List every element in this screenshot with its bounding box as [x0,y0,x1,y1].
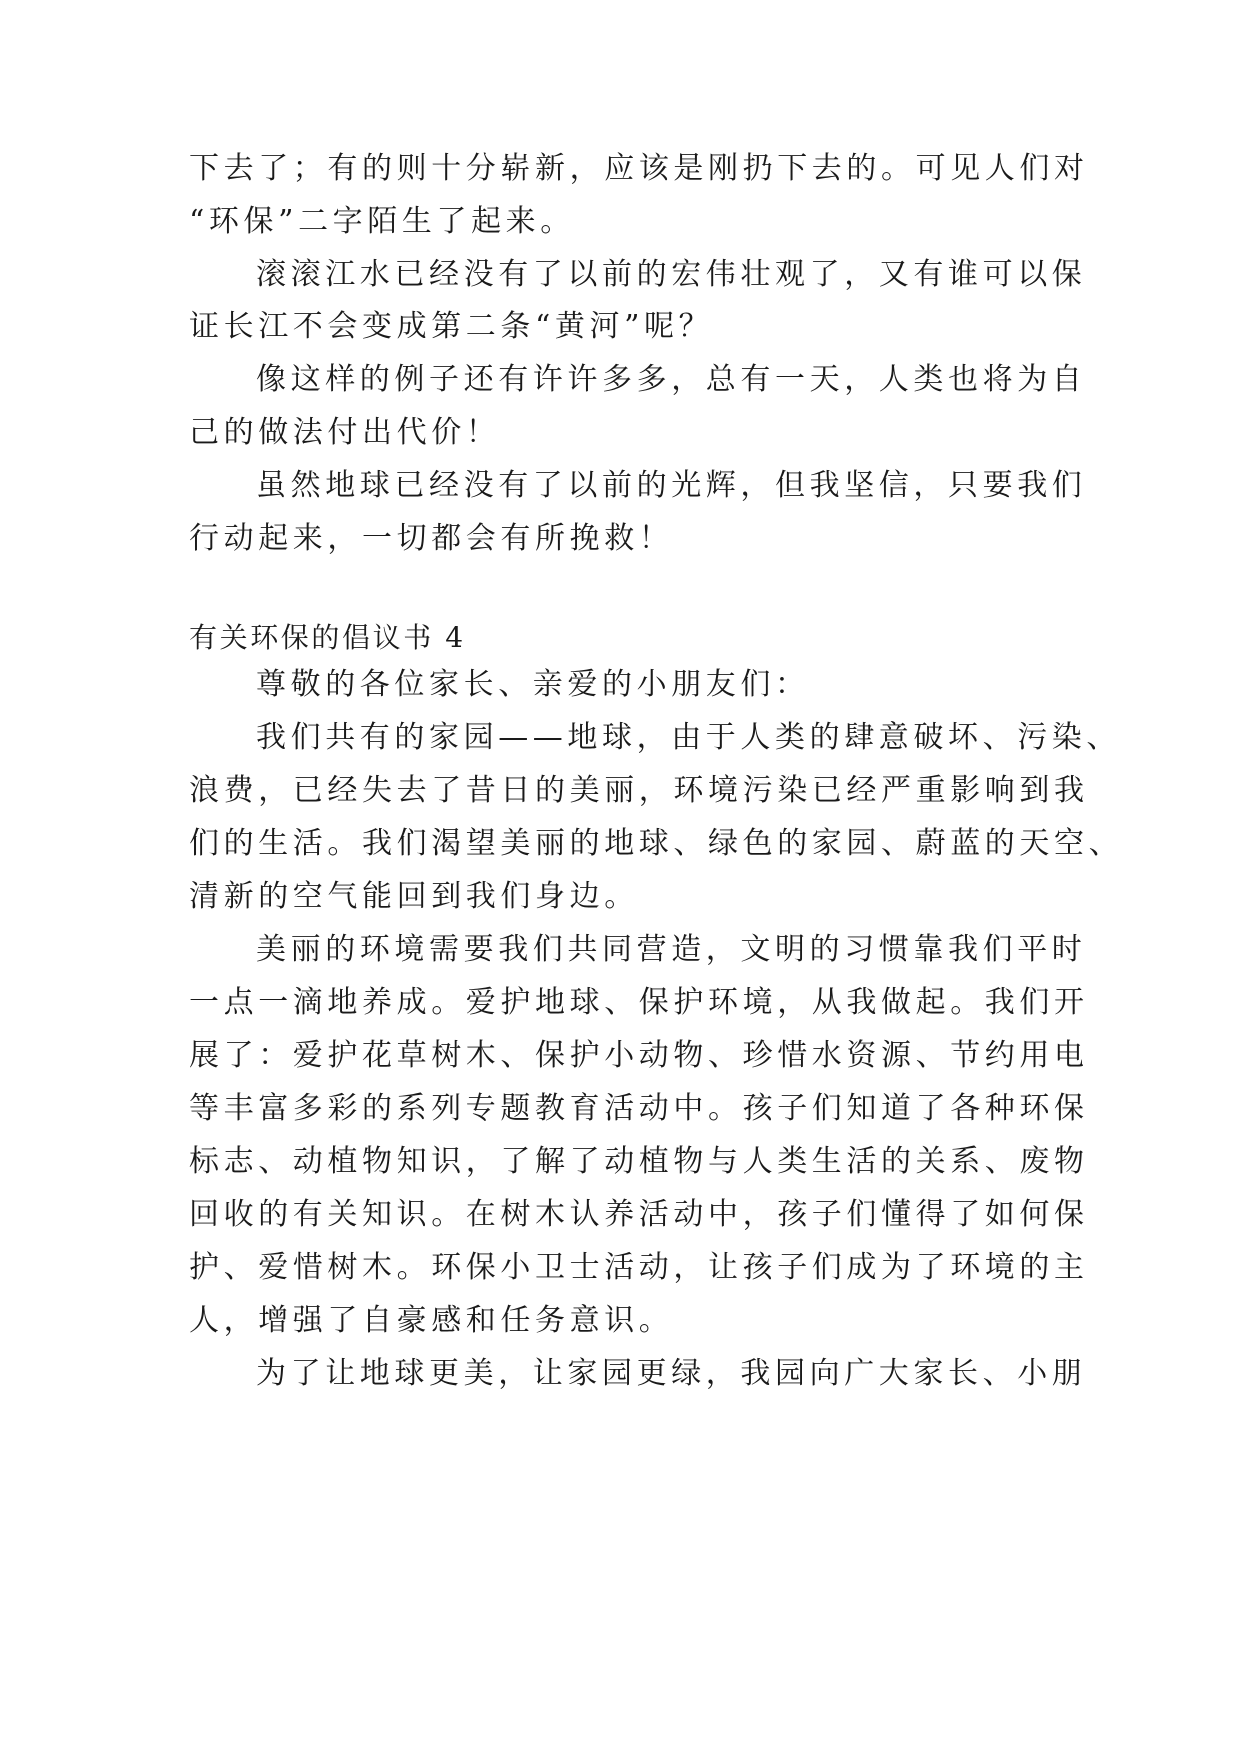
section-title: 有关环保的倡议书 4 [189,621,466,654]
paragraph-line: 等丰富多彩的系列专题教育活动中。孩子们知道了各种环保 [189,1091,1089,1126]
paragraph-line: 标志、动植物知识，了解了动植物与人类生活的关系、废物 [189,1144,1089,1179]
paragraph-line: 浪费，已经失去了昔日的美丽，环境污染已经严重影响到我 [189,773,1089,808]
paragraph-line: 美丽的环境需要我们共同营造，文明的习惯靠我们平时 [256,932,1087,967]
paragraph-line: 人，增强了自豪感和任务意识。 [189,1303,674,1338]
paragraph-line: 护、爱惜树木。环保小卫士活动，让孩子们成为了环境的主 [189,1250,1089,1285]
paragraph-line: 我们共有的家园——地球，由于人类的肆意破坏、污染、 [256,720,1121,755]
paragraph-line: 行动起来，一切都会有所挽救！ [189,521,674,556]
paragraph-line: 清新的空气能回到我们身边。 [189,879,639,914]
paragraph-line: 为了让地球更美，让家园更绿，我园向广大家长、小朋 [256,1356,1087,1391]
paragraph-line: 展了：爱护花草树木、保护小动物、珍惜水资源、节约用电 [189,1038,1089,1073]
paragraph-line: “环保”二字陌生了起来。 [189,204,575,239]
paragraph-line: 回收的有关知识。在树木认养活动中，孩子们懂得了如何保 [189,1197,1089,1232]
paragraph-line: 一点一滴地养成。爱护地球、保护环境，从我做起。我们开 [189,985,1089,1020]
paragraph-line: 证长江不会变成第二条“黄河”呢？ [189,309,714,344]
paragraph-line: 虽然地球已经没有了以前的光辉，但我坚信，只要我们 [256,468,1087,503]
salutation-line: 尊敬的各位家长、亲爱的小朋友们： [256,667,810,702]
paragraph-line: 下去了；有的则十分崭新，应该是刚扔下去的。可见人们对 [189,151,1089,186]
paragraph-line: 像这样的例子还有许许多多，总有一天，人类也将为自 [256,362,1087,397]
paragraph-line: 滚滚江水已经没有了以前的宏伟壮观了，又有谁可以保 [256,257,1087,292]
paragraph-line: 己的做法付出代价！ [189,415,501,450]
paragraph-line: 们的生活。我们渴望美丽的地球、绿色的家园、蔚蓝的天空、 [189,826,1124,861]
